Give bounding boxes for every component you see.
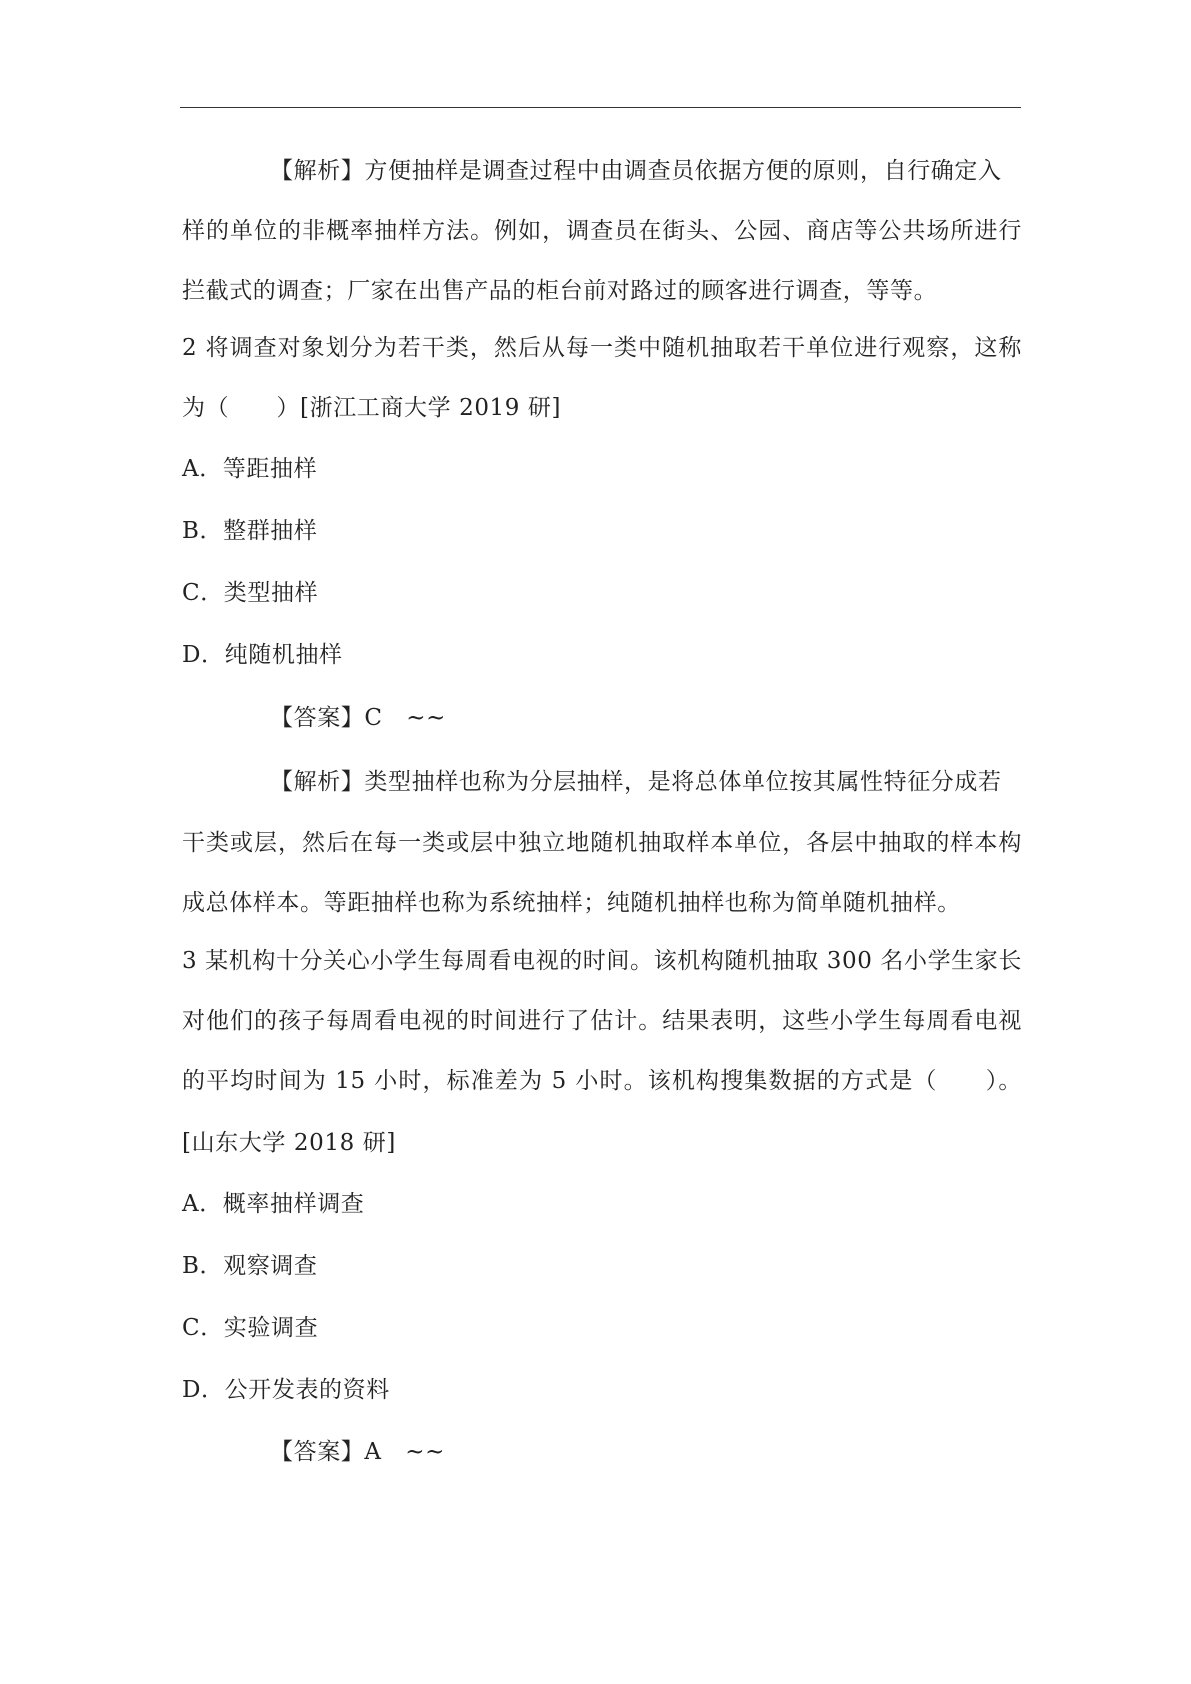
q2-stem-line-1: 2 将调查对象划分为若干类，然后从每一类中随机抽取若干单位进行观察，这称 bbox=[182, 335, 1022, 361]
q2-option-c: C．类型抽样 bbox=[182, 580, 319, 606]
q3-option-c: C．实验调查 bbox=[182, 1315, 319, 1341]
q3-stem-line-1: 3 某机构十分关心小学生每周看电视的时间。该机构随机抽取 300 名小学生家长 bbox=[182, 948, 1022, 974]
q2-analysis-line-3: 成总体样本。等距抽样也称为系统抽样；纯随机抽样也称为简单随机抽样。 bbox=[182, 890, 961, 916]
q1-analysis-line-2: 样的单位的非概率抽样方法。例如，调查员在街头、公园、商店等公共场所进行 bbox=[182, 218, 1022, 244]
header-rule bbox=[180, 107, 1021, 108]
q2-option-a: A．等距抽样 bbox=[182, 456, 318, 482]
q1-analysis-line-1: 【解析】方便抽样是调查过程中由调查员依据方便的原则，自行确定入 bbox=[270, 158, 1002, 184]
q2-stem-line-2: 为（ ）[浙江工商大学 2019 研] bbox=[182, 395, 562, 421]
q2-option-b: B．整群抽样 bbox=[182, 518, 318, 544]
q2-answer: 【答案】C ~~ bbox=[270, 705, 446, 731]
q3-stem-line-4: [山东大学 2018 研] bbox=[182, 1130, 396, 1156]
q2-analysis-line-1: 【解析】类型抽样也称为分层抽样，是将总体单位按其属性特征分成若 bbox=[270, 769, 1002, 795]
q3-answer: 【答案】A ~~ bbox=[270, 1439, 445, 1465]
q3-stem-line-3: 的平均时间为 15 小时，标准差为 5 小时。该机构搜集数据的方式是（ ）。 bbox=[182, 1068, 1022, 1094]
q3-option-b: B．观察调查 bbox=[182, 1253, 318, 1279]
q2-option-d: D．纯随机抽样 bbox=[182, 642, 343, 668]
q3-stem-line-2: 对他们的孩子每周看电视的时间进行了估计。结果表明，这些小学生每周看电视 bbox=[182, 1008, 1022, 1034]
q2-analysis-line-2: 干类或层，然后在每一类或层中独立地随机抽取样本单位，各层中抽取的样本构 bbox=[182, 830, 1022, 856]
q3-option-d: D．公开发表的资料 bbox=[182, 1377, 390, 1403]
q3-option-a: A．概率抽样调查 bbox=[182, 1191, 365, 1217]
q1-analysis-line-3: 拦截式的调查；厂家在出售产品的柜台前对路过的顾客进行调查，等等。 bbox=[182, 278, 938, 304]
